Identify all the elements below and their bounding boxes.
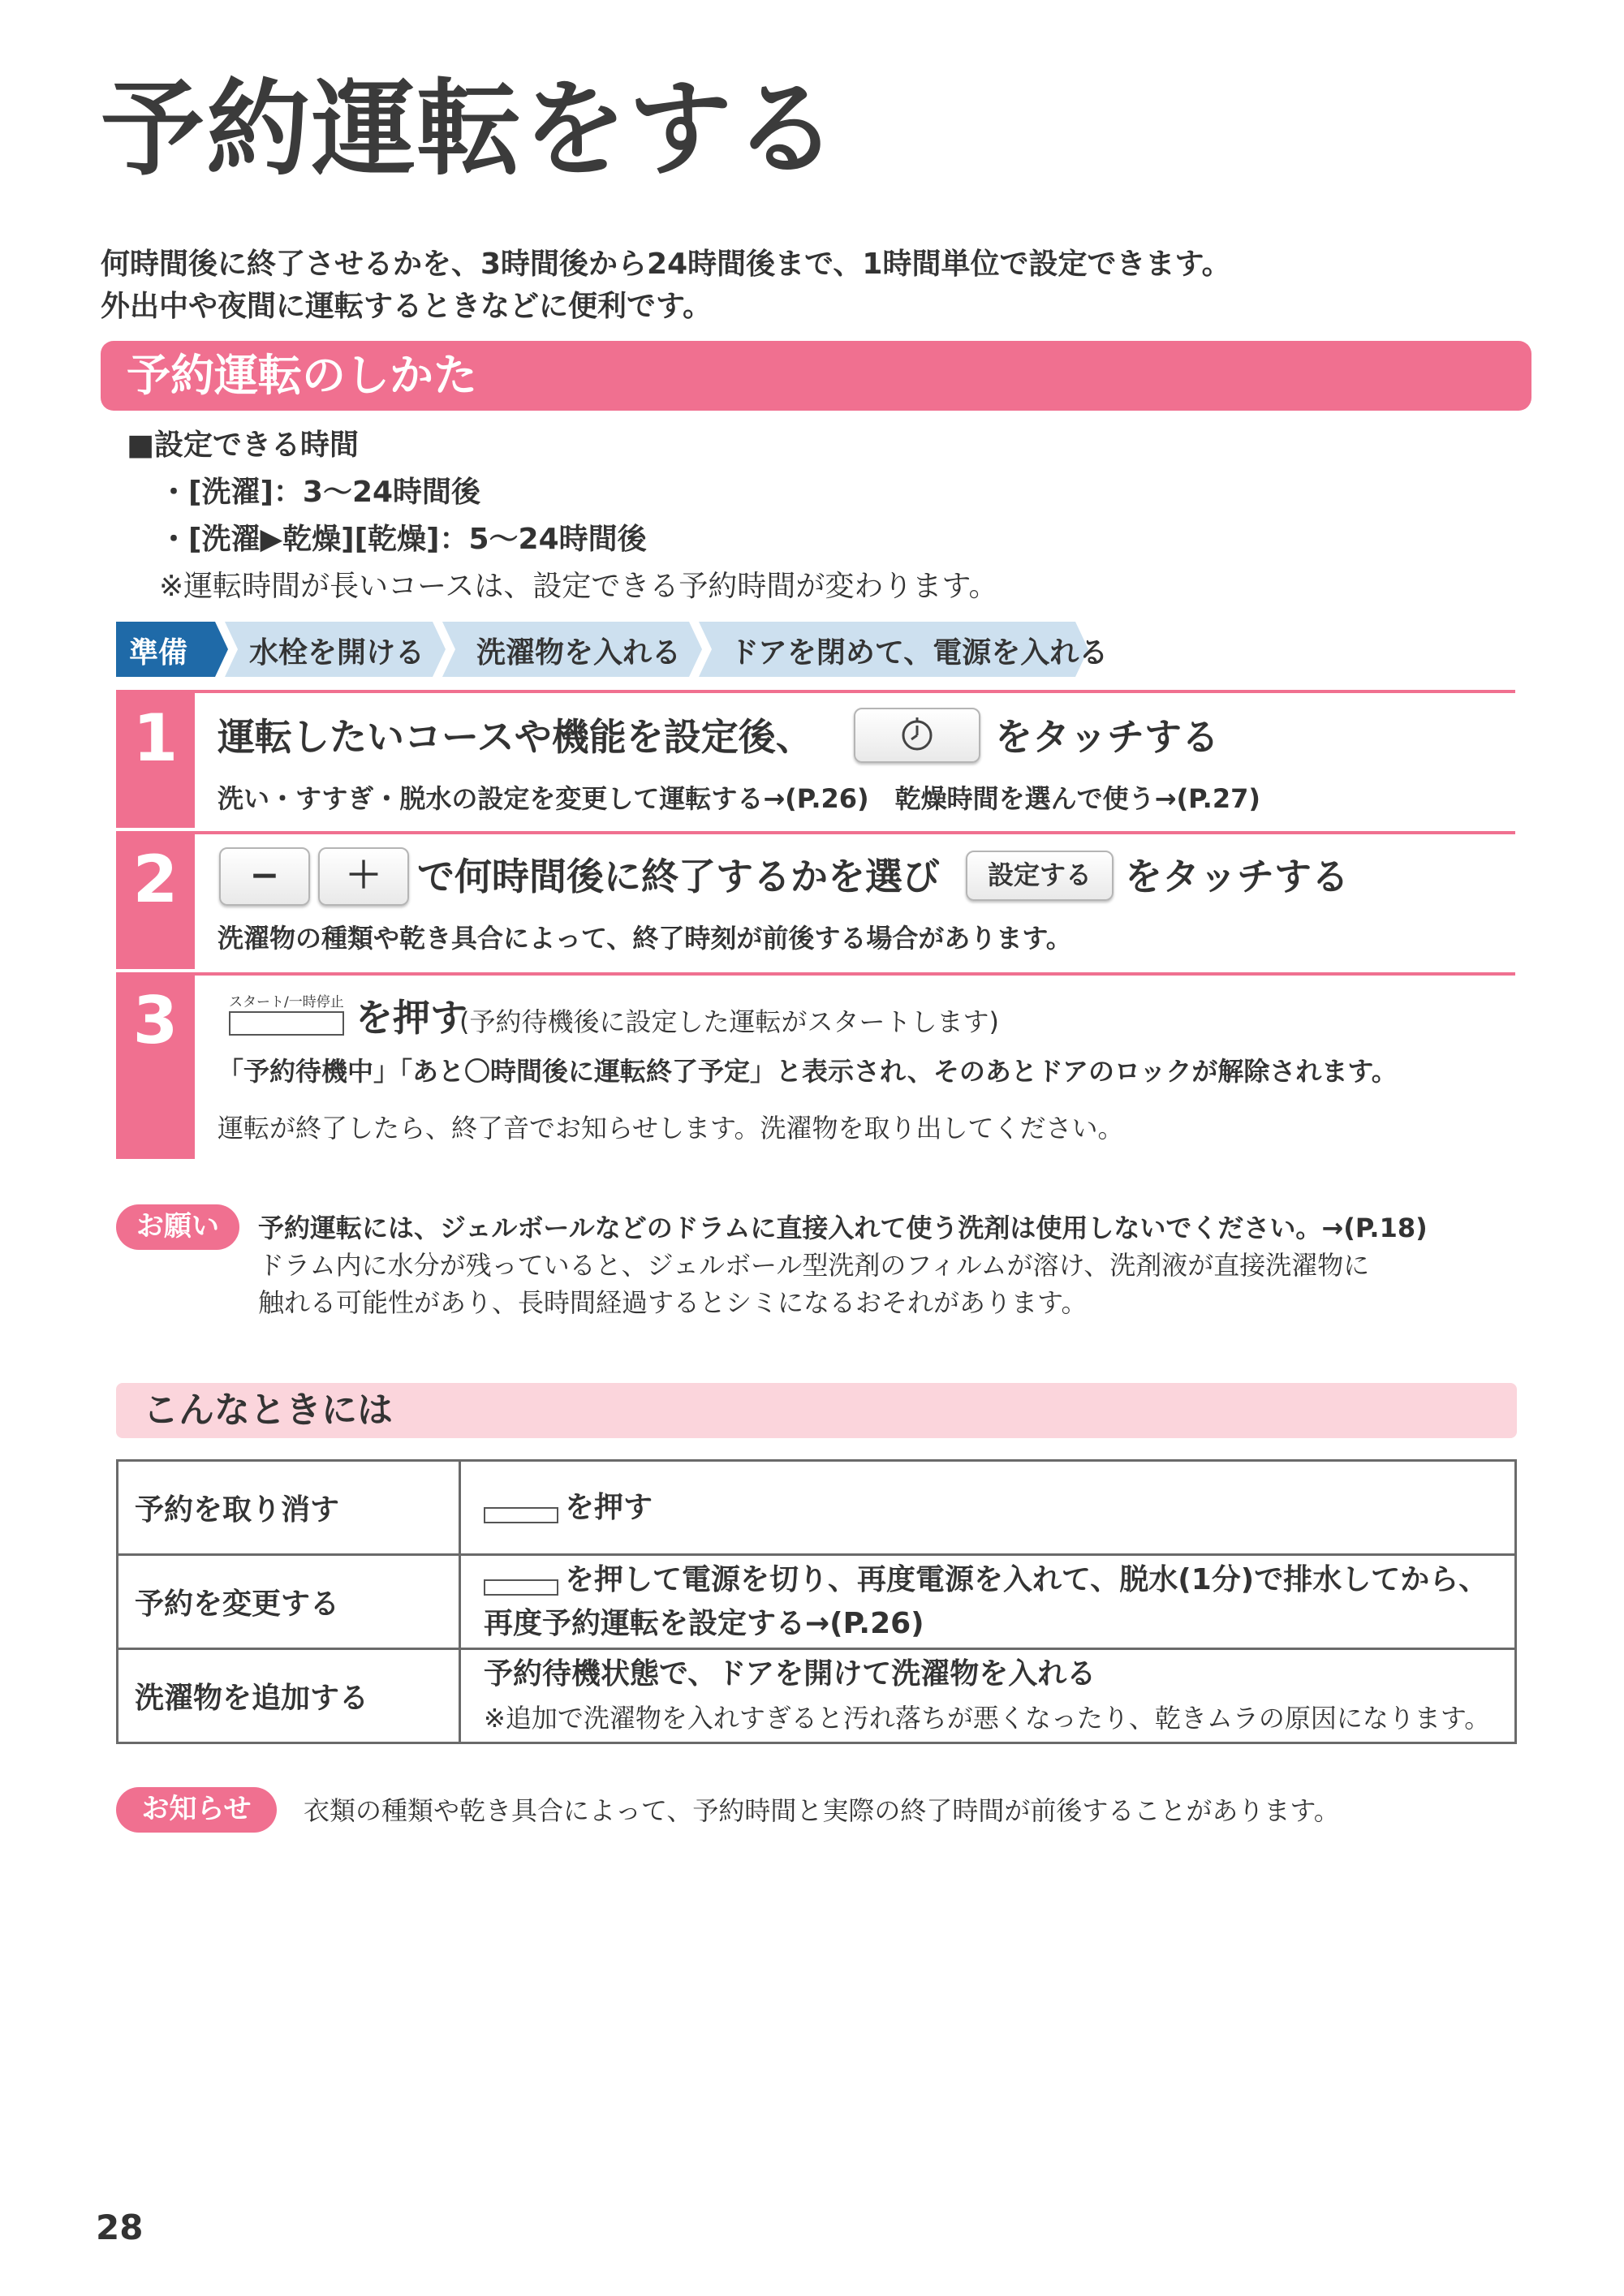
oshirase-text: 衣類の種類や乾き具合によって、予約時間と実際の終了時間が前後することがあります。 bbox=[304, 1795, 1340, 1826]
row-value bbox=[460, 1555, 1516, 1649]
plus-button[interactable]: ＋ bbox=[318, 847, 409, 906]
minus-button[interactable]: − bbox=[219, 847, 310, 906]
intro-text bbox=[101, 243, 1231, 328]
step-divider bbox=[116, 831, 1515, 834]
onegai-line: ドラム内に水分が残っていると、ジェルボール型洗剤のフィルムが溶け、洗剤液が直接洗濯物に bbox=[258, 1250, 1370, 1281]
prep-step: ドアを閉めて、電源を入れる bbox=[730, 636, 1109, 670]
settable-item: ・[洗濯]：3〜24時間後 bbox=[159, 476, 481, 509]
section-heading: 予約運転のしかた bbox=[127, 350, 477, 401]
page-title: 予約運転をする bbox=[101, 69, 840, 190]
row-value-line: を押す bbox=[565, 1490, 653, 1524]
settable-times bbox=[127, 422, 998, 610]
row-label: 洗濯物を追加する bbox=[118, 1649, 460, 1743]
step-3-paren: (予約待機後に設定した運転がスタートします) bbox=[459, 1006, 999, 1037]
intro-line: 何時間後に終了させるかを、3時間後から24時間後まで、1時間単位で設定できます。 bbox=[101, 248, 1231, 281]
settable-note: ※運転時間が長いコースは、設定できる予約時間が変わります。 bbox=[159, 570, 998, 603]
step-2-instruction-end: をタッチする bbox=[1125, 855, 1349, 898]
row-label: 予約を取り消す bbox=[118, 1461, 460, 1555]
step-number: 3 bbox=[116, 972, 195, 1159]
step-number: 1 bbox=[116, 690, 195, 828]
onegai-line: 触れる可能性があり、長時間経過するとシミになるおそれがあります。 bbox=[258, 1287, 1088, 1318]
step-3-display-note: 「予約待機中」「あと〇時間後に運転終了予定」と表示され、そのあとドアのロックが解除されます。 bbox=[218, 1056, 1398, 1087]
row-label: 予約を変更する bbox=[118, 1555, 460, 1649]
row-value-line: を押して電源を切り、再度電源を入れて、脱水(1分)で排水してから、 bbox=[565, 1562, 1488, 1596]
step-1-instruction: 運転したいコースや機能を設定後、 bbox=[218, 715, 813, 759]
onegai-line: 予約運転には、ジェルボールなどのドラムに直接入れて使う洗剤は使用しないでください。→(P.18) bbox=[258, 1213, 1428, 1243]
start-button-label: スタート/一時停止 bbox=[229, 994, 344, 1010]
table-row bbox=[118, 1555, 1516, 1649]
step-divider bbox=[116, 972, 1515, 976]
onegai-text bbox=[258, 1209, 1428, 1321]
set-button[interactable]: 設定する bbox=[966, 851, 1114, 901]
timer-button[interactable] bbox=[854, 708, 980, 763]
prep-label: 準備 bbox=[129, 636, 188, 670]
step-divider bbox=[116, 690, 1515, 693]
step-3-instruction: を押す bbox=[355, 996, 467, 1040]
intro-line: 外出中や夜間に運転するときなどに便利です。 bbox=[101, 290, 713, 323]
step-number: 2 bbox=[116, 831, 195, 969]
row-value-line: ※追加で洗濯物を入れすぎると汚れ落ちが悪くなったり、乾きムラの原因になります。 bbox=[484, 1702, 1491, 1734]
tips-heading: こんなときには bbox=[143, 1389, 393, 1431]
step-2-instruction: で何時間後に終了するかを選び bbox=[417, 855, 940, 898]
tips-table bbox=[116, 1459, 1517, 1744]
table-row bbox=[118, 1649, 1516, 1743]
row-value-line: 再度予約運転を設定する→(P.26) bbox=[484, 1606, 924, 1640]
prep-step: 水栓を開ける bbox=[249, 636, 425, 670]
step-1-instruction-end: をタッチする bbox=[995, 715, 1219, 759]
settable-item: ・[洗濯▶乾燥][乾燥]：5〜24時間後 bbox=[159, 523, 647, 556]
page-number: 28 bbox=[96, 2208, 144, 2247]
oshirase-badge: お知らせ bbox=[116, 1787, 277, 1833]
onegai-badge: お願い bbox=[116, 1204, 239, 1250]
power-button[interactable] bbox=[484, 1493, 560, 1525]
clock-icon bbox=[855, 709, 979, 761]
row-value-line: 予約待機状態で、ドアを開けて洗濯物を入れる bbox=[484, 1656, 1096, 1691]
prep-step: 洗濯物を入れる bbox=[476, 636, 682, 670]
step-1-reference: 洗い・すすぎ・脱水の設定を変更して運転する→(P.26) 乾燥時間を選んで使う→(P.27) bbox=[218, 783, 1260, 814]
row-value bbox=[460, 1649, 1516, 1743]
power-button[interactable] bbox=[484, 1565, 560, 1597]
step-3-finish-note: 運転が終了したら、終了音でお知らせします。洗濯物を取り出してください。 bbox=[218, 1113, 1124, 1144]
step-2-note: 洗濯物の種類や乾き具合によって、終了時刻が前後する場合があります。 bbox=[218, 923, 1072, 954]
table-row bbox=[118, 1461, 1516, 1555]
prep-chevrons bbox=[116, 622, 1109, 677]
row-value bbox=[460, 1461, 1516, 1555]
start-pause-button[interactable] bbox=[229, 1011, 344, 1036]
settable-heading: ■設定できる時間 bbox=[127, 429, 360, 462]
